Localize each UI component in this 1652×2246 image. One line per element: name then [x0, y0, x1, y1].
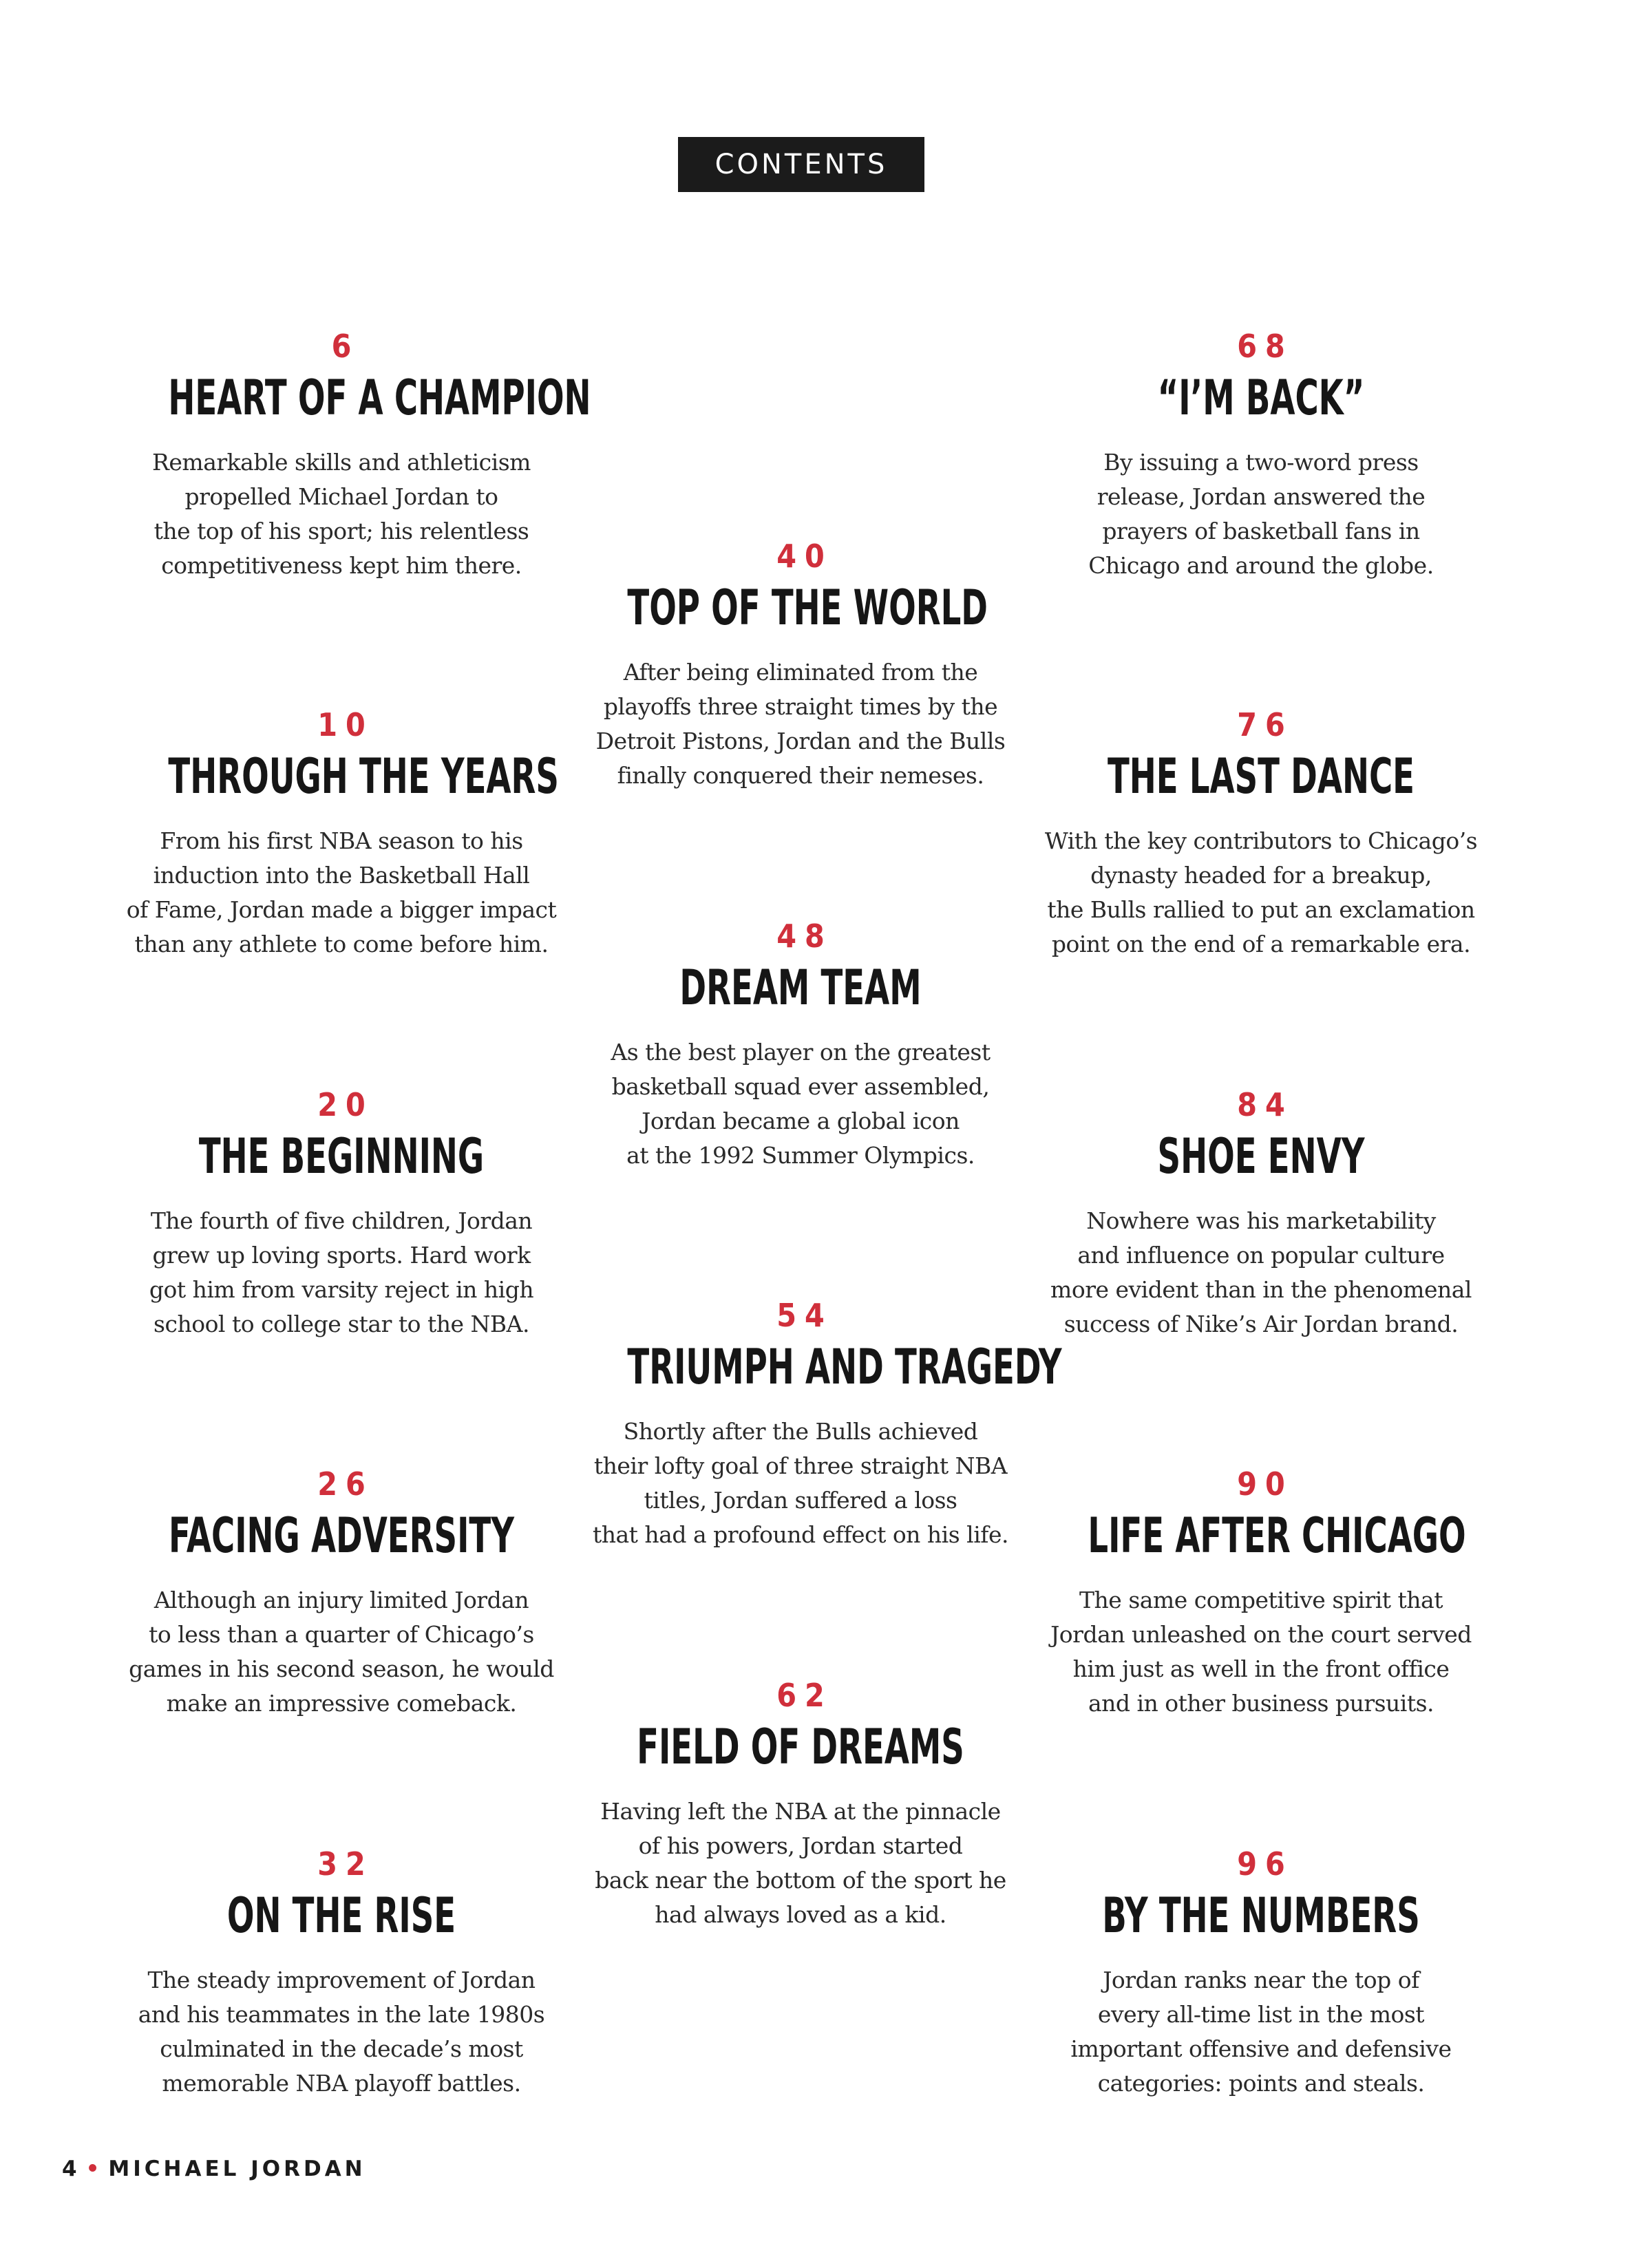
entry-title: BY THE NUMBERS [1102, 1887, 1420, 1944]
entry-page-number: 54 [776, 1297, 833, 1334]
entry-description: As the best player on the greatest basketball squad ever assembled, Jordan became a global icon at the 1992 Summer Olympics. [611, 1039, 991, 1169]
footer-publication-title: MICHAEL JORDAN [108, 2157, 366, 2181]
entry-title: ON THE RISE [226, 1887, 456, 1944]
entry-title: THE LAST DANCE [1107, 748, 1415, 805]
toc-entry-on-the-rise[interactable] [107, 1845, 575, 2101]
entry-description: The fourth of five children, Jordan grew up loving sports. Hard work got him from varsity reject in high school to college star to the NBA. [149, 1207, 534, 1337]
toc-entry-dream-team[interactable] [566, 917, 1035, 1173]
entry-page-number: 6 [331, 328, 360, 365]
entry-description: Shortly after the Bulls achieved their lofty goal of three straight NBA titles, Jordan suffered a loss that had a profound effect on his life. [592, 1418, 1009, 1548]
toc-entry-field-of-dreams[interactable] [566, 1676, 1035, 1932]
entry-page-number: 90 [1237, 1465, 1293, 1503]
entry-title: TOP OF THE WORLD [627, 580, 988, 636]
entry-page-number: 26 [317, 1465, 374, 1503]
toc-entry-facing-adversity[interactable] [107, 1465, 575, 1721]
entry-description: The same competitive spirit that Jordan unleashed on the court served him just as well in the front office and in other business pursuits. [1050, 1587, 1472, 1717]
entry-page-number: 68 [1237, 328, 1293, 365]
entry-description: Jordan ranks near the top of every all-time list in the most important offensive and defensive categories: points and steals. [1070, 1967, 1452, 2097]
entry-title: THE BEGINNING [198, 1128, 485, 1185]
entry-description: From his first NBA season to his induction into the Basketball Hall of Fame, Jordan made a bigger impact than any athlete to come before him. [126, 827, 557, 957]
entry-page-number: 62 [776, 1677, 833, 1714]
entry-page-number: 48 [776, 918, 833, 955]
entry-title: THROUGH THE YEARS [168, 748, 559, 805]
entry-page-number: 84 [1237, 1086, 1293, 1123]
entry-description: Remarkable skills and athleticism propelled Michael Jordan to the top of his sport; his relentless competitiveness kept him there. [152, 449, 531, 579]
entry-title: HEART OF A CHAMPION [168, 370, 591, 426]
toc-entry-the-beginning[interactable] [107, 1085, 575, 1342]
toc-entry-by-the-numbers[interactable] [1027, 1845, 1495, 2101]
entry-page-number: 20 [317, 1086, 374, 1123]
entry-title: FIELD OF DREAMS [637, 1719, 964, 1775]
entry-description: The steady improvement of Jordan and his teammates in the late 1980s culminated in the decade’s most memorable NBA playoff battles. [138, 1967, 545, 2097]
entry-page-number: 32 [317, 1845, 374, 1883]
toc-entry-im-back[interactable] [1027, 327, 1495, 583]
entry-page-number: 40 [776, 538, 833, 575]
entry-description: Although an injury limited Jordan to less than a quarter of Chicago’s games in his second season, he would make an impressive comeback. [129, 1587, 554, 1717]
toc-entry-triumph-and-tragedy[interactable] [566, 1296, 1062, 1552]
entry-title: FACING ADVERSITY [169, 1507, 514, 1564]
entry-page-number: 76 [1237, 706, 1293, 743]
entry-page-number: 96 [1237, 1845, 1293, 1883]
entry-title: TRIUMPH AND TRAGEDY [627, 1339, 1062, 1395]
entry-title: “I’M BACK” [1157, 370, 1365, 426]
entry-description: Nowhere was his marketability and influence on popular culture more evident than in the phenomenal success of Nike’s Air Jordan brand. [1050, 1207, 1472, 1337]
entry-title: LIFE AFTER CHICAGO [1088, 1507, 1466, 1564]
entry-title: SHOE ENVY [1157, 1128, 1365, 1185]
entry-description: By issuing a two-word press release, Jordan answered the prayers of basketball fans in Chicago and around the globe. [1088, 449, 1434, 579]
toc-entry-life-after-chicago[interactable] [1027, 1465, 1495, 1721]
footer-page-number: 4 [62, 2157, 81, 2181]
toc-entry-shoe-envy[interactable] [1027, 1085, 1495, 1342]
entry-description: After being eliminated from the playoffs three straight times by the Detroit Pistons, Jordan and the Bulls finally conquered their nemeses. [595, 659, 1006, 789]
toc-entry-the-last-dance[interactable] [1027, 706, 1495, 962]
toc-entry-top-of-the-world[interactable] [566, 537, 1035, 793]
entry-page-number: 10 [317, 706, 374, 743]
entry-description: With the key contributors to Chicago’s dynasty headed for a breakup, the Bulls rallied to put an exclamation point on the end of a remarkable era. [1044, 827, 1478, 957]
entry-description: Having left the NBA at the pinnacle of his powers, Jordan started back near the bottom of the sport he had always loved as a kid. [595, 1798, 1006, 1928]
toc-entry-through-the-years[interactable] [107, 706, 575, 962]
toc-entry-heart-of-a-champion[interactable] [107, 327, 591, 583]
page-footer [62, 2157, 366, 2181]
footer-bullet: • [85, 2157, 103, 2181]
entry-title: DREAM TEAM [679, 960, 922, 1016]
contents-badge: CONTENTS [678, 137, 924, 192]
